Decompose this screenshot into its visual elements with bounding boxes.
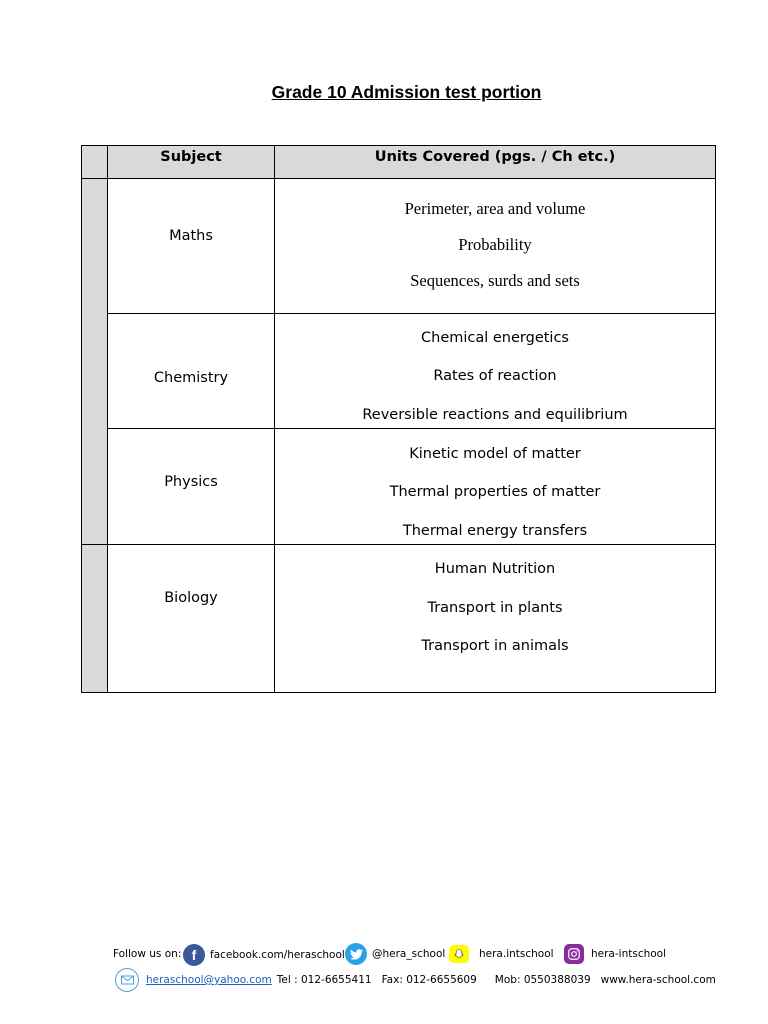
- unit-item: Probability: [458, 235, 532, 254]
- unit-item: Reversible reactions and equilibrium: [362, 407, 628, 423]
- unit-item: Kinetic model of matter: [409, 446, 581, 462]
- mobile: Mob: 0550388039: [494, 974, 591, 986]
- twitter-icon[interactable]: [345, 943, 367, 965]
- website[interactable]: www.hera-school.com: [600, 974, 716, 986]
- email-icon[interactable]: [115, 968, 139, 992]
- snapchat-icon[interactable]: [449, 945, 469, 963]
- header-units: Units Covered (pgs. / Ch etc.): [374, 149, 616, 165]
- subject-cell: Physics: [164, 474, 218, 490]
- facebook-link[interactable]: facebook.com/heraschool: [210, 949, 345, 961]
- follow-label: Follow us on:: [113, 948, 182, 960]
- unit-item: Sequences, surds and sets: [410, 271, 580, 290]
- fax: Fax: 012-6655609: [381, 974, 477, 986]
- snapchat-handle[interactable]: hera.intschool: [479, 948, 554, 960]
- email-link[interactable]: heraschool@yahoo.com: [146, 974, 272, 986]
- instagram-handle[interactable]: hera-intschool: [591, 948, 667, 960]
- subject-cell: Maths: [169, 228, 213, 244]
- unit-item: Rates of reaction: [433, 368, 557, 384]
- side-column-shading: [81, 145, 107, 693]
- unit-item: Perimeter, area and volume: [404, 199, 586, 218]
- facebook-icon[interactable]: f: [183, 944, 205, 966]
- page-title: Grade 10 Admission test portion: [271, 82, 542, 102]
- telephone: Tel : 012-6655411: [276, 974, 372, 986]
- header-subject: Subject: [160, 149, 222, 165]
- unit-item: Transport in animals: [421, 638, 569, 654]
- unit-item: Transport in plants: [427, 600, 563, 616]
- unit-item: Thermal energy transfers: [402, 523, 588, 539]
- admission-table: [81, 145, 716, 693]
- instagram-icon[interactable]: [564, 944, 584, 964]
- subject-cell: Biology: [164, 590, 218, 606]
- unit-item: Human Nutrition: [434, 561, 556, 577]
- unit-item: Thermal properties of matter: [389, 484, 601, 500]
- twitter-handle[interactable]: @hera_school: [372, 948, 446, 960]
- unit-item: Chemical energetics: [421, 330, 569, 346]
- subject-cell: Chemistry: [153, 369, 229, 386]
